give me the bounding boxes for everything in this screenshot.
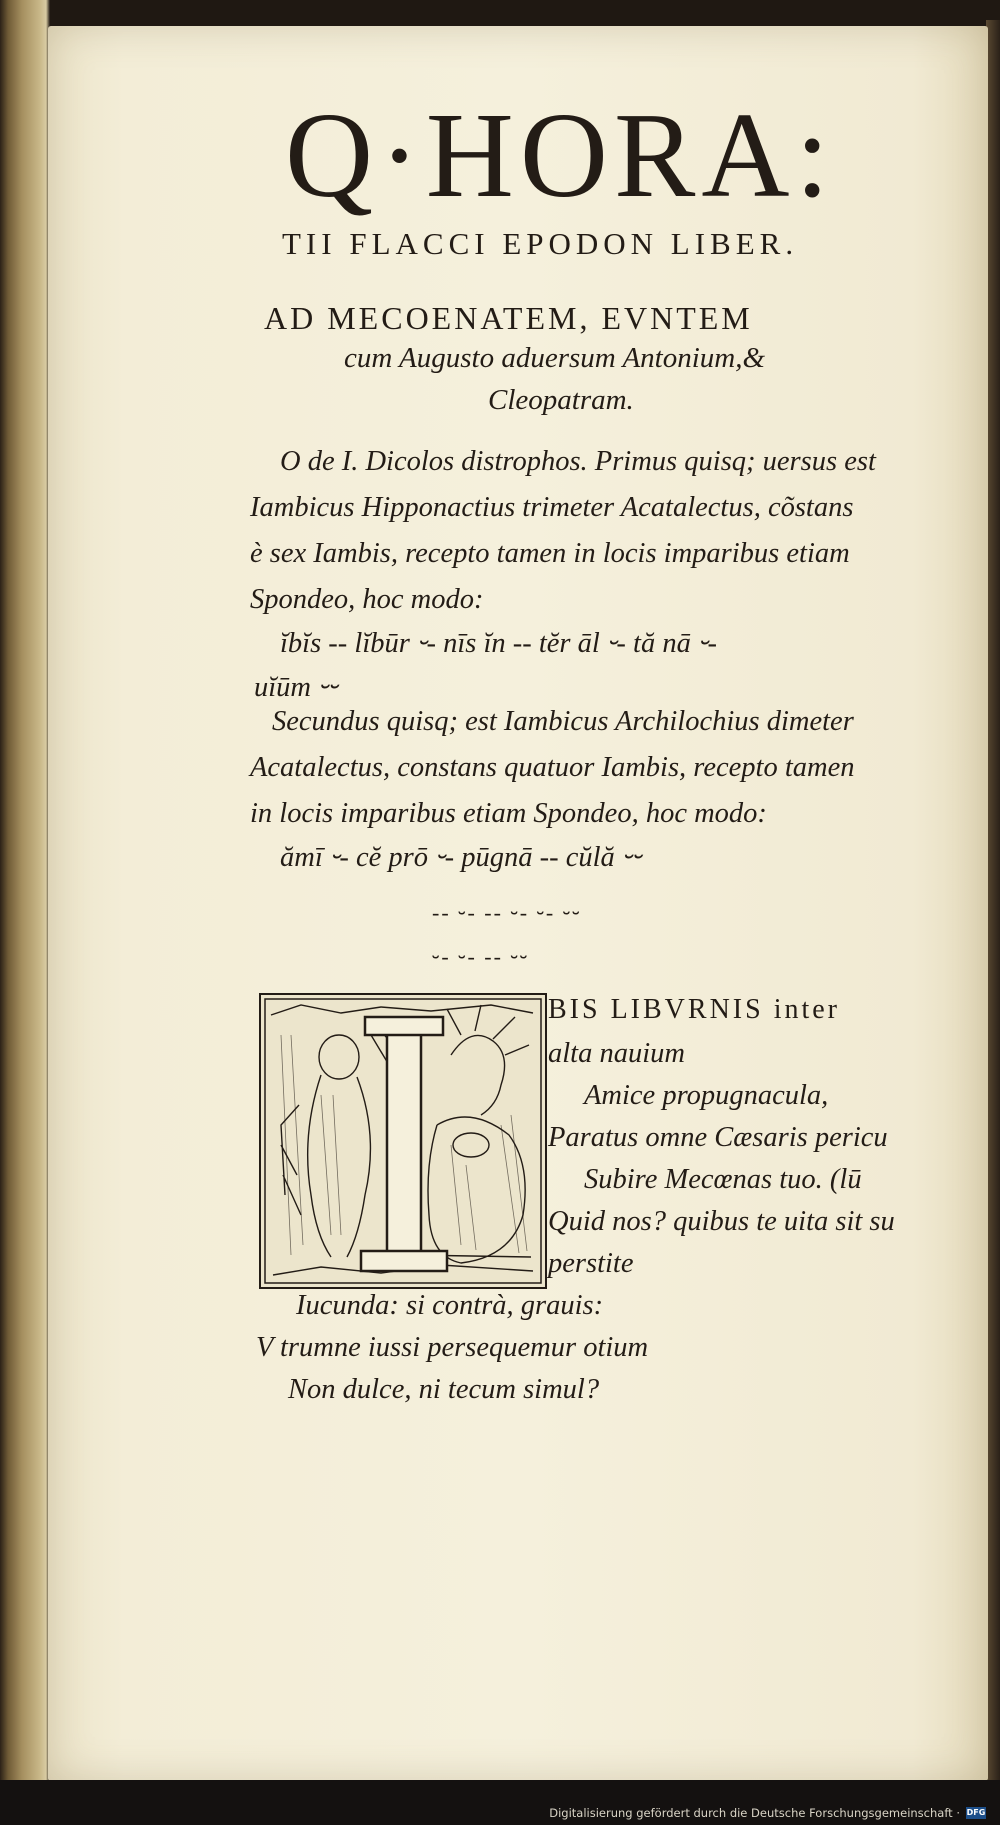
poem-line: alta nauium [548,1038,685,1069]
decorated-initial [259,993,547,1289]
poem-line: Non dulce, ni tecum simul? [288,1374,600,1405]
scansion-example-line: ămī ⏑- cĕ prō ⏑- pūgnā -- cŭlă ⏑⏑ [280,842,641,873]
heading-line-3: Cleopatram. [488,384,634,416]
commentary-line: Secundus quisq; est Iambicus Archilochius dimeter [272,706,854,737]
poem-line: Quid nos? quibus te uita sit su [548,1206,895,1237]
poem-line: BIS LIBVRNIS inter [548,994,840,1025]
commentary-line: Acatalectus, constans quatuor Iambis, recepto tamen [250,752,855,783]
commentary-line: è sex Iambis, recepto tamen in locis imparibus etiam [250,538,850,569]
commentary-line: Spondeo, hoc modo: [250,584,484,615]
commentary-line: in locis imparibus etiam Spondeo, hoc modo: [250,798,767,829]
poem-line: Paratus omne Cæsaris pericu [548,1122,888,1153]
dfg-logo: DFG [966,1808,986,1817]
commentary-line: Iambicus Hipponactius trimeter Acatalectus, cõstans [250,492,854,523]
scansion-example-line: uĭūm ⏑⏑ [254,672,338,703]
poem-line: Amice propugnacula, [584,1080,829,1111]
commentary-line: O de I. Dicolos distrophos. Primus quisq; uersus est [280,446,876,477]
title-main: Q·HORA: [285,88,836,223]
title-sub: TII FLACCI EPODON LIBER. [282,226,799,261]
poem-line: V trumne iussi persequemur otium [256,1332,649,1363]
poem-line: Subire Mecœnas tuo. (lū [584,1164,862,1195]
heading-line-2: cum Augusto aduersum Antonium,& [344,342,766,374]
book-right-edge [986,20,1000,1790]
heading-dedication: AD MECOENATEM, EVNTEM [264,300,753,336]
scansion-pattern: ⏑- ⏑- -- ⏑⏑ [432,944,530,969]
poem-line: Iucunda: si contrà, grauis: [296,1290,604,1321]
digitization-credit: Digitalisierung gefördert durch die Deutsche Forschungsgemeinschaft · [549,1806,960,1820]
poem-line: perstite [548,1248,634,1279]
woodcut-illustration [261,995,545,1287]
scansion-pattern: -- ⏑- -- ⏑- ⏑- ⏑⏑ [432,900,582,925]
scansion-example-line: ĭbĭs -- lĭbūr ⏑- nīs ĭn -- tĕr āl ⏑- tă nā ⏑- [280,628,717,659]
